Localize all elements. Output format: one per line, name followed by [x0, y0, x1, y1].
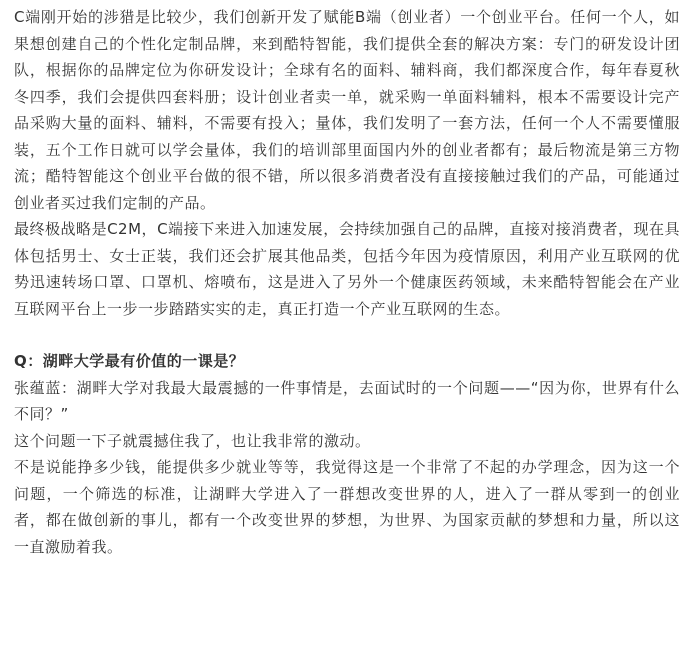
question-heading: Q：湖畔大学最有价值的一课是？: [14, 352, 245, 370]
paragraph-c2m-strategy: 最终极战略是C2M，C端接下来进入加速发展，会持续加强自己的品牌，直接对接消费者，现在具体包括男士、女士正装，我们还会扩展其他品类，包括今年因为疫情原因，利用产业互联网的优势迅速转场口罩、口罩机、熔喷布，这是进入了另外一个健康医药领域，未来酷特智能会在产业互联网平台上一步一步踏踏实实的走，真正打造一个产业互联网的生态。: [14, 220, 680, 318]
section-spacer: [14, 322, 680, 348]
paragraph-answer-intro: 张蕴蓝：湖畔大学对我最大最震撼的一件事情是，去面试时的一个问题——“因为你，世界有什么不同？”: [14, 378, 680, 423]
paragraph-b2b-platform: C端刚开始的涉猎是比较少，我们创新开发了赋能B端（创业者）一个创业平台。任何一个人，如果想创建自己的个性化定制品牌，来到酷特智能，我们提供全套的解决方案：专门的研发设计团队，根据你的品牌定位为你研发设计；全球有名的面料、辅料商，我们都深度合作，每年春夏秋冬四季，我们会提供四套料册；设计创业者卖一单，就采购一单面料辅料，根本不需要设计完产品采购大量的面料、辅料，不需要有投入；量体，我们发明了一套方法，任何一个人不需要懂服装，五个工作日就可以学会量体，我们的培训部里面国内外的创业者都有；最后物流是第三方物流；酷特智能这个创业平台做的很不错，所以很多消费者没有直接接触过我们的产品，可能通过创业者买过我们定制的产品。: [14, 8, 680, 212]
paragraph-answer-reaction: 这个问题一下子就震撼住我了，也让我非常的激动。: [14, 431, 371, 450]
paragraph-answer-philosophy: 不是说能挣多少钱，能提供多少就业等等，我觉得这是一个非常了不起的办学理念，因为这一个问题，一个筛选的标准，让湖畔大学进入了一群想改变世界的人，进入了一群从零到一的创业者，都在做创新的事儿，都有一个改变世界的梦想，为世界、为国家贡献的梦想和力量，所以这一直激励着我。: [14, 458, 680, 556]
